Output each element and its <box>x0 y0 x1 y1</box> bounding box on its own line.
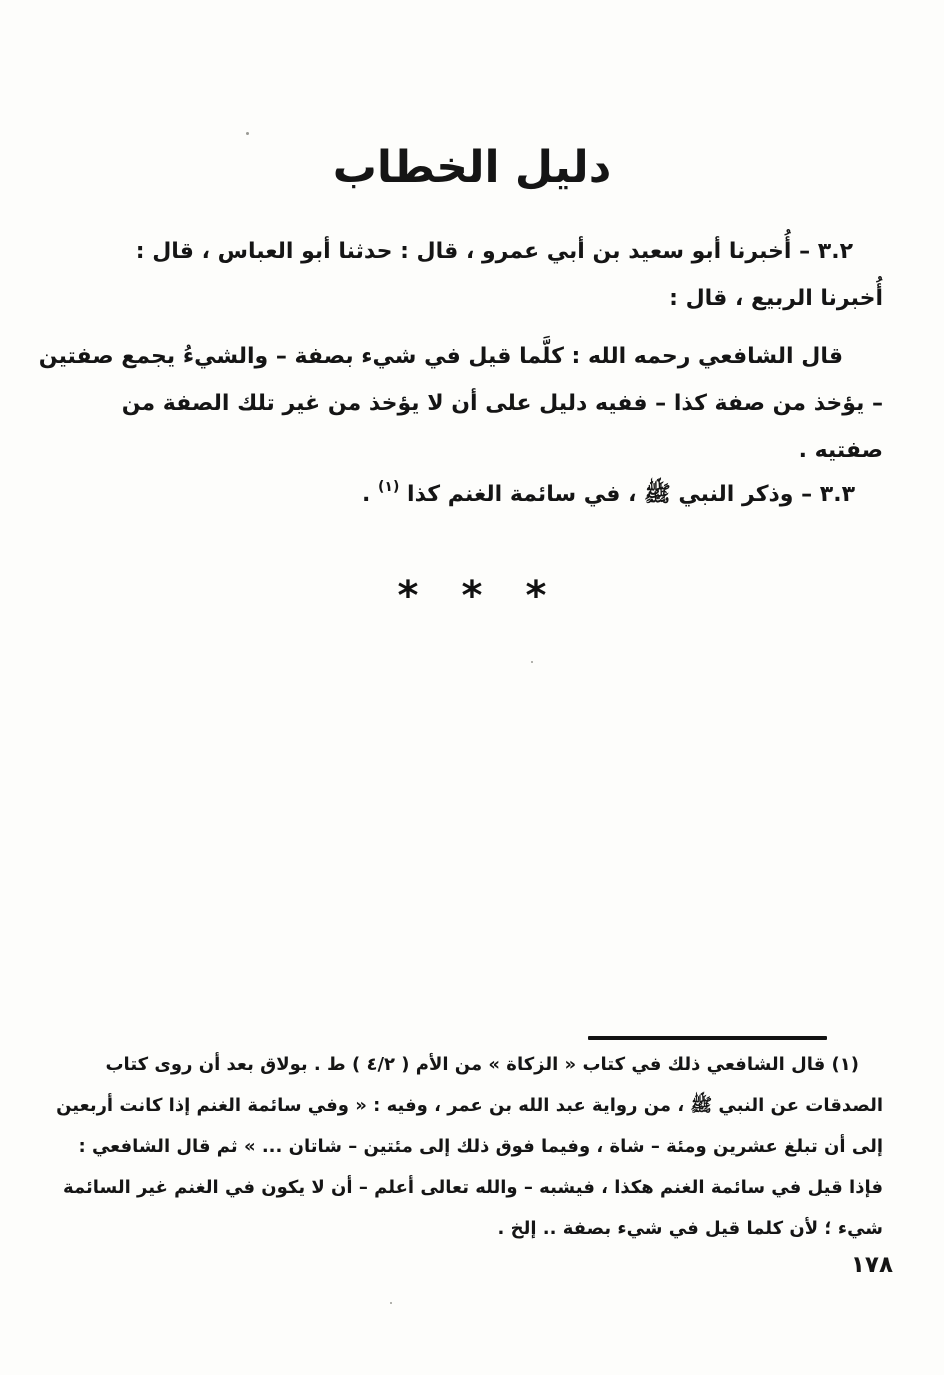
section-title: دليل الخطاب <box>332 142 612 194</box>
scan-speck <box>531 661 533 663</box>
paragraph-303-end-mark: . <box>361 482 371 507</box>
asterisk-icon: * <box>525 573 547 619</box>
paragraph-303-line <box>362 464 855 518</box>
page-number: ١٧٨ <box>850 1252 893 1278</box>
footnote-reference-superscript: (١) <box>378 479 400 495</box>
footnote-rule <box>588 1036 827 1040</box>
footnote-line-3: إلى أن تبلغ عشرين ومئة – شاة ، وفيما فوق ذلك إلى مئتين – شاتان ... » ثم قال الشافعي : <box>78 1136 883 1157</box>
asterisk-icon: * <box>397 573 419 619</box>
paragraph-302-line-2: أُخبرنا الربيع ، قال : <box>669 286 883 311</box>
paragraph-shafii-line-1: قال الشافعي رحمه الله : كلَّما قيل في شيء بصفة – والشيءُ يجمع صفتين <box>38 344 843 369</box>
body-text-column <box>38 0 883 1375</box>
footnote-line-2: الصدقات عن النبي ﷺ ، من رواية عبد الله بن عمر ، وفيه : « وفي سائمة الغنم إذا كانت أربعين <box>56 1095 883 1116</box>
scan-speck <box>390 1302 392 1304</box>
paragraph-shafii-line-3: صفتيه . <box>798 438 883 463</box>
paragraph-302-line-1: ٣.٢ – أُخبرنا أبو سعيد بن أبي عمرو ، قال : حدثنا أبو العباس ، قال : <box>135 239 853 264</box>
paragraph-shafii-line-2: – يؤخذ من صفة كذا – ففيه دليل على أن لا يؤخذ من غير تلك الصفة من <box>121 391 883 416</box>
asterisk-divider <box>0 573 944 619</box>
paragraph-303-text: ٣.٣ – وذكر النبي ﷺ ، في سائمة الغنم كذا <box>407 482 855 507</box>
footnote-line-4: فإذا قيل في سائمة الغنم هكذا ، فيشبه – والله تعالى أعلم – أن لا يكون في الغنم غير السائمة <box>63 1177 883 1198</box>
asterisk-icon: * <box>461 573 483 619</box>
footnote-line-1: (١) قال الشافعي ذلك في كتاب « الزكاة » من الأم ( ٤/٢ ) ط . بولاق بعد أن روى كتاب <box>105 1054 859 1075</box>
footnote-line-5: شيء ؛ لأن كلما قيل في شيء بصفة .. إلخ . <box>497 1218 883 1239</box>
scan-speck <box>246 132 249 135</box>
